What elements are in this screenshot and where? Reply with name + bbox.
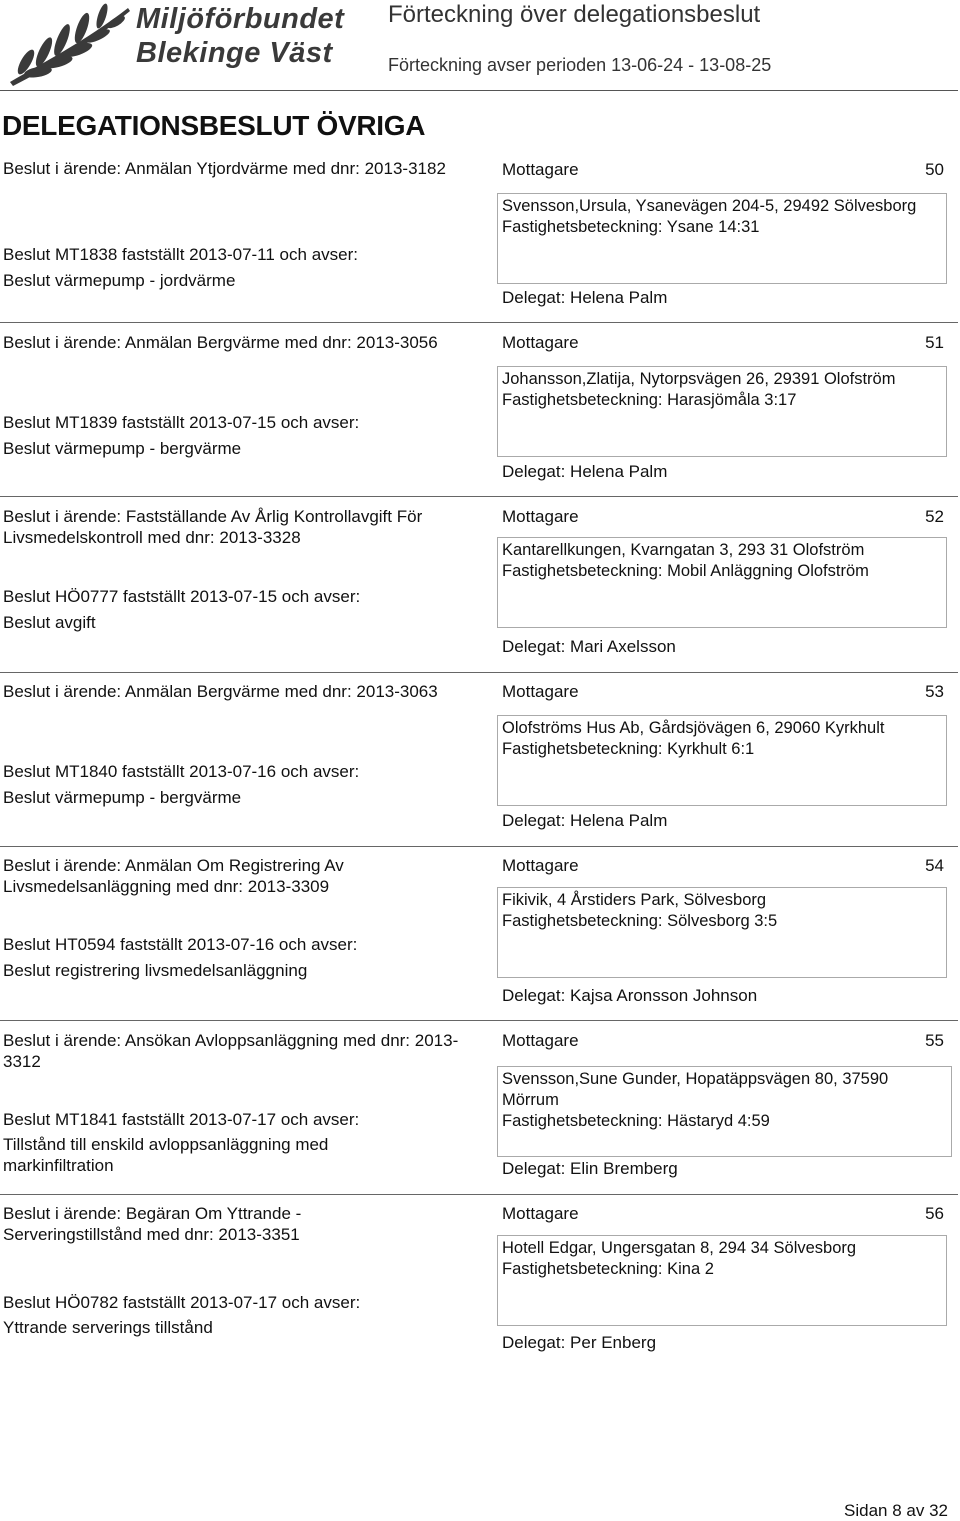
entry-divider: [0, 1020, 958, 1021]
mottagare-label: Mottagare: [502, 856, 579, 875]
decision-entry: [0, 496, 960, 670]
recipient-address: Johansson,Zlatija, Nytorpsvägen 26, 29391 Olofström: [502, 370, 896, 388]
avser-text: Yttrande serverings tillstånd: [3, 1318, 213, 1337]
recipient-address: Kantarellkungen, Kvarngatan 3, 293 31 Olofström: [502, 541, 865, 559]
entry-number: 54: [925, 856, 944, 875]
fastighetsbeteckning: Fastighetsbeteckning: Harasjömåla 3:17: [502, 391, 797, 409]
delegat-text: Delegat: Helena Palm: [502, 462, 668, 481]
beslut-text: Beslut MT1841 fastställt 2013-07-17 och avser:: [3, 1110, 360, 1129]
beslut-text: Beslut MT1840 fastställt 2013-07-16 och avser:: [3, 762, 360, 781]
recipient-address: Fikivik, 4 Årstiders Park, Sölvesborg: [502, 891, 767, 909]
recipient-box: [497, 1066, 952, 1157]
org-name-line-2: Blekinge Väst: [136, 37, 333, 69]
mottagare-label: Mottagare: [502, 333, 579, 352]
arende-text: Beslut i ärende: Ansökan Avloppsanläggning med dnr: 2013-3312: [3, 1031, 459, 1071]
avser-text: Tillstånd till enskild avloppsanläggning med markinfiltration: [3, 1135, 329, 1175]
decision-entry: [0, 1020, 960, 1192]
avser-text: Beslut värmepump - jordvärme: [3, 271, 236, 290]
delegat-text: Delegat: Per Enberg: [502, 1333, 657, 1352]
arende-text: Beslut i ärende: Anmälan Ytjordvärme med dnr: 2013-3182: [3, 159, 446, 178]
organization-name: [136, 2, 344, 70]
mottagare-label: Mottagare: [502, 682, 579, 701]
recipient-address: Svensson,Ursula, Ysanevägen 204-5, 29492 Sölvesborg: [502, 197, 917, 215]
fastighetsbeteckning: Fastighetsbeteckning: Sölvesborg 3:5: [502, 912, 778, 930]
laurel-branch-logo: [4, 2, 132, 86]
entry-number: 56: [925, 1204, 944, 1223]
avser-text: Beslut värmepump - bergvärme: [3, 788, 242, 807]
mottagare-label: Mottagare: [502, 1204, 579, 1223]
fastighetsbeteckning: Fastighetsbeteckning: Ysane 14:31: [502, 218, 760, 236]
beslut-text: Beslut MT1839 fastställt 2013-07-15 och avser:: [3, 413, 360, 432]
entry-divider: [0, 846, 958, 847]
arende-text: Beslut i ärende: Anmälan Bergvärme med dnr: 2013-3063: [3, 682, 438, 701]
entry-divider: [0, 672, 958, 673]
entry-number: 51: [925, 333, 944, 352]
entry-divider: [0, 322, 958, 323]
delegat-text: Delegat: Mari Axelsson: [502, 637, 676, 656]
recipient-address: Olofströms Hus Ab, Gårdsjövägen 6, 29060 Kyrkhult: [502, 719, 885, 737]
document-title: Förteckning över delegationsbeslut: [388, 1, 761, 28]
decision-entry: [0, 672, 960, 844]
fastighetsbeteckning: Fastighetsbeteckning: Kina 2: [502, 1260, 714, 1278]
page-number: Sidan 8 av 32: [844, 1501, 948, 1520]
header-divider: [0, 90, 958, 91]
entry-number: 53: [925, 682, 944, 701]
arende-text: Beslut i ärende: Anmälan Om Registrering Av Livsmedelsanläggning med dnr: 2013-3309: [3, 856, 344, 896]
decision-entry: [0, 1194, 960, 1366]
arende-text: Beslut i ärende: Begäran Om Yttrande - Serveringstillstånd med dnr: 2013-3351: [3, 1204, 302, 1244]
fastighetsbeteckning: Fastighetsbeteckning: Mobil Anläggning Olofström: [502, 562, 869, 580]
section-title: DELEGATIONSBESLUT ÖVRIGA: [2, 110, 426, 141]
page-header: [0, 0, 960, 92]
recipient-box: [497, 366, 947, 457]
arende-text: Beslut i ärende: Anmälan Bergvärme med dnr: 2013-3056: [3, 333, 438, 352]
delegat-text: Delegat: Kajsa Aronsson Johnson: [502, 986, 758, 1005]
delegat-text: Delegat: Helena Palm: [502, 288, 668, 307]
delegat-text: Delegat: Helena Palm: [502, 811, 668, 830]
beslut-text: Beslut HT0594 fastställt 2013-07-16 och avser:: [3, 935, 358, 954]
beslut-text: Beslut HÖ0777 fastställt 2013-07-15 och avser:: [3, 587, 361, 606]
recipient-address: Svensson,Sune Gunder, Hopatäppsvägen 80, 37590 Mörrum: [502, 1070, 889, 1109]
recipient-box: [497, 715, 947, 806]
mottagare-label: Mottagare: [502, 160, 579, 179]
fastighetsbeteckning: Fastighetsbeteckning: Kyrkhult 6:1: [502, 740, 755, 758]
entry-number: 55: [925, 1031, 944, 1050]
avser-text: Beslut avgift: [3, 613, 96, 632]
decision-entry: [0, 322, 960, 494]
recipient-box: [497, 1235, 947, 1326]
entry-number: 50: [925, 160, 944, 179]
beslut-text: Beslut HÖ0782 fastställt 2013-07-17 och avser:: [3, 1293, 361, 1312]
recipient-box: [497, 537, 947, 628]
beslut-text: Beslut MT1838 fastställt 2013-07-11 och avser:: [3, 245, 358, 264]
mottagare-label: Mottagare: [502, 1031, 579, 1050]
entry-divider: [0, 496, 958, 497]
recipient-box: [497, 193, 947, 284]
decision-entry: [0, 846, 960, 1018]
decision-entry: [0, 150, 960, 320]
recipient-box: [497, 887, 947, 978]
delegat-text: Delegat: Elin Bremberg: [502, 1159, 678, 1178]
document-period: Förteckning avser perioden 13-06-24 - 13-08-25: [388, 55, 772, 75]
entry-divider: [0, 1194, 958, 1195]
avser-text: Beslut värmepump - bergvärme: [3, 439, 242, 458]
recipient-address: Hotell Edgar, Ungersgatan 8, 294 34 Sölvesborg: [502, 1239, 857, 1257]
avser-text: Beslut registrering livsmedelsanläggning: [3, 961, 308, 980]
entry-number: 52: [925, 507, 944, 526]
fastighetsbeteckning: Fastighetsbeteckning: Hästaryd 4:59: [502, 1112, 770, 1130]
mottagare-label: Mottagare: [502, 507, 579, 526]
org-name-line-1: Miljöförbundet: [136, 3, 345, 35]
arende-text: Beslut i ärende: Fastställande Av Årlig Kontrollavgift För Livsmedelskontroll med dnr: 2013-3328: [3, 507, 423, 547]
